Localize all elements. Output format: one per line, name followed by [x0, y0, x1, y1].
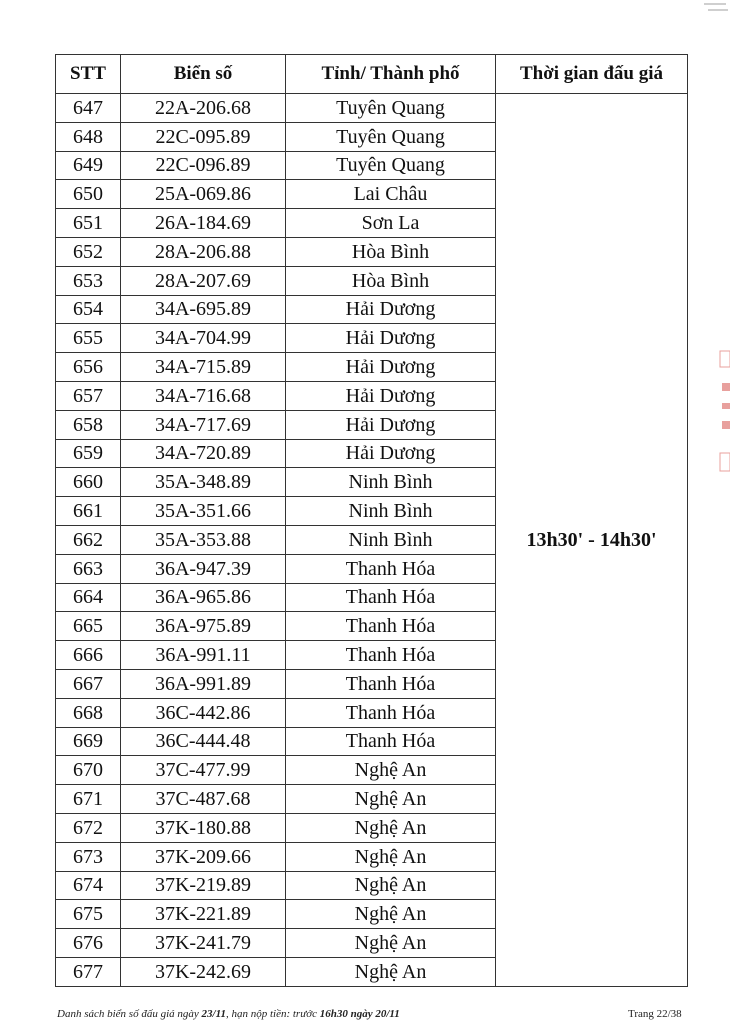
row-province: Tuyên Quang	[286, 122, 496, 151]
row-stt: 657	[56, 381, 121, 410]
row-plate: 36C-442.86	[121, 698, 286, 727]
row-stt: 659	[56, 439, 121, 468]
row-stt: 676	[56, 929, 121, 958]
row-stt: 663	[56, 554, 121, 583]
header-plate: Biển số	[121, 55, 286, 94]
footer-note	[57, 1008, 400, 1020]
row-stt: 650	[56, 180, 121, 209]
row-stt: 675	[56, 900, 121, 929]
row-plate: 37K-219.89	[121, 871, 286, 900]
header-auction-time: Thời gian đấu giá	[496, 55, 688, 94]
row-province: Ninh Bình	[286, 468, 496, 497]
row-plate: 36A-975.89	[121, 612, 286, 641]
row-plate: 37C-477.99	[121, 756, 286, 785]
row-stt: 670	[56, 756, 121, 785]
row-plate: 34A-704.99	[121, 324, 286, 353]
row-stt: 668	[56, 698, 121, 727]
row-plate: 26A-184.69	[121, 209, 286, 238]
row-plate: 36C-444.48	[121, 727, 286, 756]
row-province: Nghệ An	[286, 900, 496, 929]
row-province: Thanh Hóa	[286, 727, 496, 756]
row-plate: 22A-206.68	[121, 94, 286, 123]
table-body	[56, 94, 688, 987]
row-stt: 654	[56, 295, 121, 324]
row-stt: 669	[56, 727, 121, 756]
row-plate: 37K-209.66	[121, 842, 286, 871]
footer-text-a: Danh sách biển số đấu giá ngày	[57, 1008, 202, 1020]
row-plate: 34A-716.68	[121, 381, 286, 410]
row-stt: 672	[56, 813, 121, 842]
table-row	[56, 94, 688, 123]
row-plate: 37C-487.68	[121, 785, 286, 814]
footer-deadline: 16h30 ngày 20/11	[319, 1008, 400, 1020]
row-province: Thanh Hóa	[286, 641, 496, 670]
row-stt: 662	[56, 525, 121, 554]
row-province: Hải Dương	[286, 324, 496, 353]
header-province: Tỉnh/ Thành phố	[286, 55, 496, 94]
footer-text-b: , hạn nộp tiền: trước	[225, 1008, 320, 1020]
row-province: Tuyên Quang	[286, 151, 496, 180]
row-plate: 36A-965.86	[121, 583, 286, 612]
page-number: Trang 22/38	[628, 1008, 682, 1020]
row-plate: 37K-241.79	[121, 929, 286, 958]
row-plate: 22C-096.89	[121, 151, 286, 180]
row-province: Lai Châu	[286, 180, 496, 209]
row-province: Nghệ An	[286, 813, 496, 842]
row-stt: 665	[56, 612, 121, 641]
row-stt: 655	[56, 324, 121, 353]
row-stt: 660	[56, 468, 121, 497]
row-province: Nghệ An	[286, 929, 496, 958]
license-plate-table	[55, 54, 688, 987]
row-province: Hòa Bình	[286, 237, 496, 266]
row-plate: 37K-180.88	[121, 813, 286, 842]
row-province: Thanh Hóa	[286, 612, 496, 641]
row-province: Hải Dương	[286, 353, 496, 382]
row-province: Hải Dương	[286, 439, 496, 468]
row-plate: 35A-353.88	[121, 525, 286, 554]
row-province: Thanh Hóa	[286, 669, 496, 698]
row-province: Nghệ An	[286, 842, 496, 871]
row-stt: 656	[56, 353, 121, 382]
row-province: Nghệ An	[286, 756, 496, 785]
corner-scan-mark	[700, 0, 730, 18]
row-plate: 35A-351.66	[121, 497, 286, 526]
row-province: Ninh Bình	[286, 525, 496, 554]
row-plate: 25A-069.86	[121, 180, 286, 209]
row-plate: 34A-717.69	[121, 410, 286, 439]
row-stt: 658	[56, 410, 121, 439]
row-stt: 666	[56, 641, 121, 670]
header-stt: STT	[56, 55, 121, 94]
row-stt: 661	[56, 497, 121, 526]
auction-time-cell: 13h30' - 14h30'	[496, 94, 688, 987]
row-stt: 674	[56, 871, 121, 900]
row-plate: 36A-947.39	[121, 554, 286, 583]
row-plate: 37K-242.69	[121, 957, 286, 986]
row-province: Thanh Hóa	[286, 698, 496, 727]
row-plate: 35A-348.89	[121, 468, 286, 497]
row-province: Sơn La	[286, 209, 496, 238]
row-province: Nghệ An	[286, 871, 496, 900]
row-province: Nghệ An	[286, 957, 496, 986]
row-stt: 652	[56, 237, 121, 266]
row-stt: 648	[56, 122, 121, 151]
row-plate: 28A-206.88	[121, 237, 286, 266]
row-province: Tuyên Quang	[286, 94, 496, 123]
row-plate: 37K-221.89	[121, 900, 286, 929]
row-province: Thanh Hóa	[286, 583, 496, 612]
row-province: Hải Dương	[286, 295, 496, 324]
row-plate: 28A-207.69	[121, 266, 286, 295]
row-province: Thanh Hóa	[286, 554, 496, 583]
row-province: Hải Dương	[286, 410, 496, 439]
row-stt: 677	[56, 957, 121, 986]
table-header-row	[56, 55, 688, 94]
row-plate: 36A-991.11	[121, 641, 286, 670]
row-stt: 673	[56, 842, 121, 871]
row-stt: 653	[56, 266, 121, 295]
stamp-mark	[716, 345, 730, 475]
row-plate: 34A-695.89	[121, 295, 286, 324]
row-stt: 671	[56, 785, 121, 814]
row-stt: 647	[56, 94, 121, 123]
row-stt: 651	[56, 209, 121, 238]
row-stt: 649	[56, 151, 121, 180]
row-stt: 667	[56, 669, 121, 698]
row-province: Nghệ An	[286, 785, 496, 814]
footer-auction-date: 23/11	[201, 1008, 226, 1020]
row-plate: 22C-095.89	[121, 122, 286, 151]
row-province: Ninh Bình	[286, 497, 496, 526]
row-plate: 36A-991.89	[121, 669, 286, 698]
row-plate: 34A-715.89	[121, 353, 286, 382]
row-plate: 34A-720.89	[121, 439, 286, 468]
row-province: Hải Dương	[286, 381, 496, 410]
row-province: Hòa Bình	[286, 266, 496, 295]
row-stt: 664	[56, 583, 121, 612]
